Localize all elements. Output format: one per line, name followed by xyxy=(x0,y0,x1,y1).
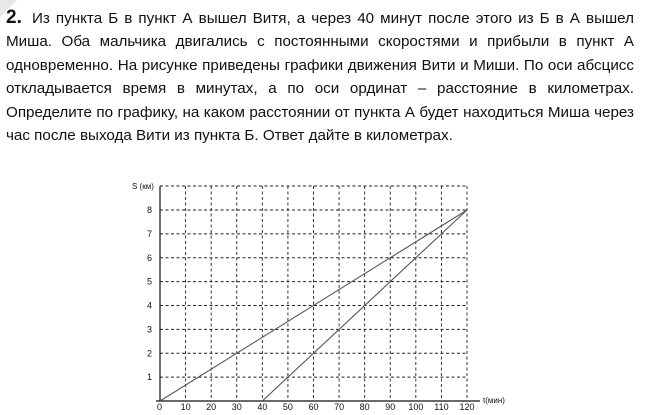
problem-number: 2. xyxy=(6,7,22,28)
y-tick-label-8: 8 xyxy=(146,205,152,215)
x-tick-label-10: 10 xyxy=(180,402,191,412)
x-tick-label-20: 20 xyxy=(206,402,217,412)
y-tick-label-6: 6 xyxy=(146,252,152,263)
y-tick-label-2: 2 xyxy=(146,348,152,359)
x-axis-label: t(мин) xyxy=(483,396,505,405)
y-tick-label-5: 5 xyxy=(146,276,152,287)
x-tick-label-80: 80 xyxy=(359,402,370,412)
y-tick-label-1: 1 xyxy=(146,372,152,383)
x-tick-label-40: 40 xyxy=(257,402,268,412)
y-tick-label-3: 3 xyxy=(146,324,152,335)
problem-statement: Из пункта Б в пункт А вышел Витя, а через 40 минут после этого из Б в А вышел Миша. Оба мальчика двигались с постоянными скоростями и прибыли в пункт А одновременно. На рисунке приведены графики движения Вити и Миши. По оси абсцисс откладывается время в минутах, а по оси ординат – расстояние в километрах. Определите по графику, на каком расстоянии от пункта А будет находиться Миша через час после выхода Вити из пункта Б. Ответ дайте в километрах. xyxy=(6,10,634,145)
y-tick-label-4: 4 xyxy=(146,300,152,311)
x-tick-label-60: 60 xyxy=(308,402,319,412)
x-tick-label-30: 30 xyxy=(231,402,242,412)
chart-grid xyxy=(160,186,467,401)
x-tick-label-100: 100 xyxy=(408,402,424,412)
x-tick-label-110: 110 xyxy=(434,402,449,412)
y-axis-label: S (км) xyxy=(132,182,154,191)
x-tick-label-50: 50 xyxy=(282,402,293,412)
chart-axes xyxy=(156,186,480,401)
x-tick-label-90: 90 xyxy=(385,402,396,412)
x-tick-label-120: 120 xyxy=(459,402,475,412)
y-tick-label-7: 7 xyxy=(146,228,152,239)
x-tick-label-70: 70 xyxy=(334,402,345,412)
x-tick-label-0: 0 xyxy=(157,402,163,412)
